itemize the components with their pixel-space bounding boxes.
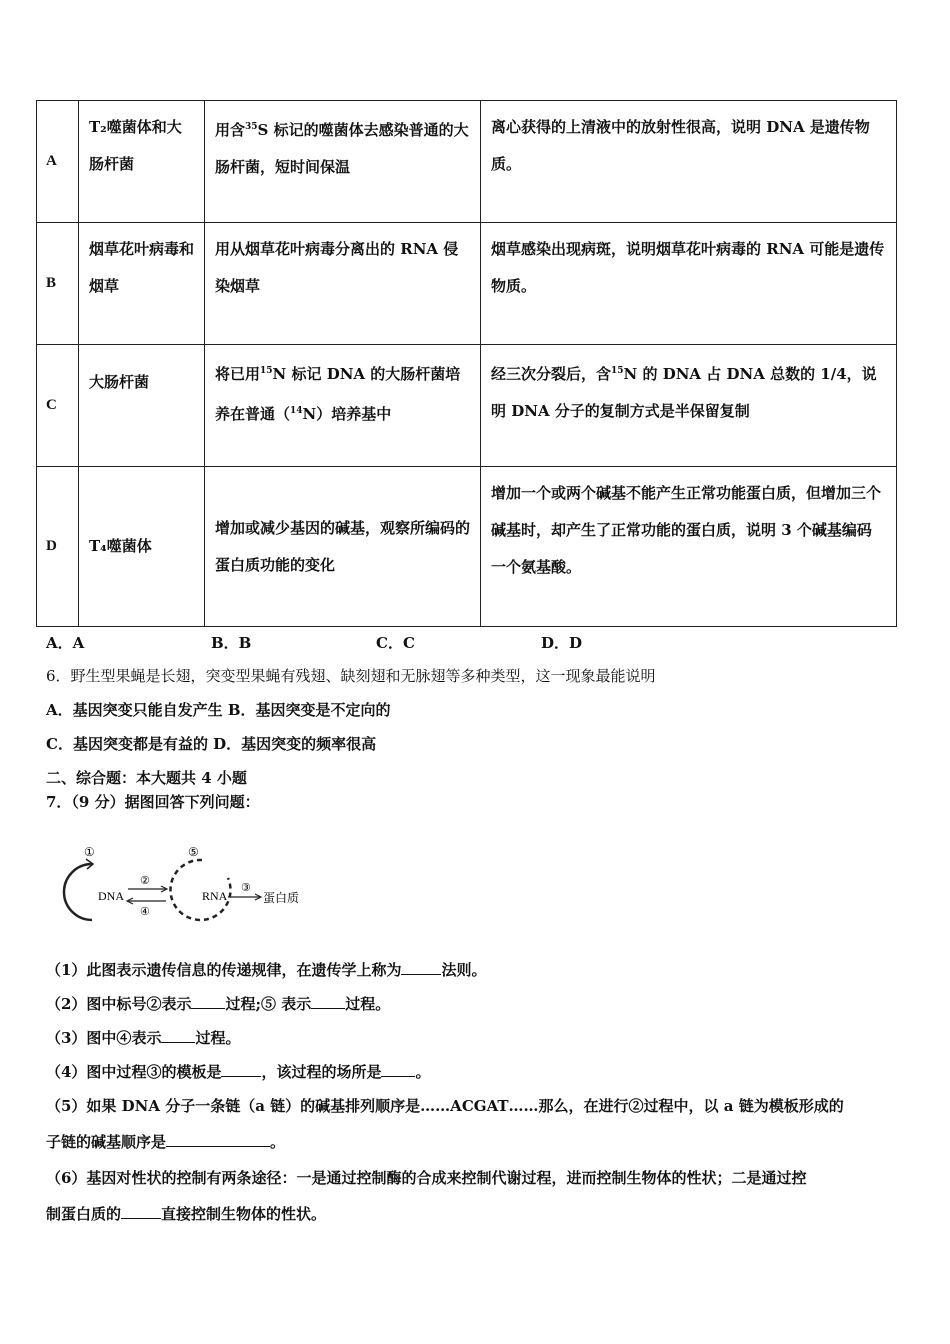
method-cell	[205, 101, 481, 223]
answer-blank[interactable]	[381, 1062, 415, 1077]
result-cell: 离心获得的上清液中的放射性很高，说明 DNA 是遗传物质。	[481, 101, 897, 223]
answer-blank[interactable]	[121, 1204, 161, 1219]
table-row	[37, 345, 897, 467]
question-7-part-4	[46, 1061, 430, 1082]
method-text: 将已用	[215, 365, 261, 383]
question-6-options-line2: C．基因突变都是有益的 D．基因突变的频率很高	[46, 735, 377, 753]
part-text: ，该过程的场所是	[261, 1063, 382, 1081]
method-cell: 增加或减少基因的碱基，观察所编码的蛋白质功能的变化	[205, 467, 481, 627]
label-2: ②	[140, 874, 150, 887]
part-text: 过程。	[195, 1029, 241, 1047]
answer-blank[interactable]	[191, 994, 225, 1009]
result-cell	[481, 345, 897, 467]
label-3: ③	[241, 881, 251, 894]
method-text: S 标记的噬菌体去感染普通的大肠杆菌，短时间保温	[215, 121, 469, 176]
material-cell: T₄噬菌体	[79, 467, 205, 627]
replication-arc	[64, 864, 92, 920]
isotope-superscript: 15	[611, 366, 624, 376]
part-text: 法则。	[441, 961, 487, 979]
method-cell	[205, 345, 481, 467]
option-c: C．C	[376, 634, 415, 652]
method-cell: 用从烟草花叶病毒分离出的 RNA 侵染烟草	[205, 223, 481, 345]
table-row	[37, 223, 897, 345]
part-text: 直接控制生物体的性状。	[161, 1205, 327, 1223]
material-cell: T₂噬菌体和大肠杆菌	[79, 101, 205, 223]
rna-label: RNA	[202, 889, 228, 903]
result-cell: 烟草感染出现病斑，说明烟草花叶病毒的 RNA 可能是遗传物质。	[481, 223, 897, 345]
answer-blank[interactable]	[161, 1028, 195, 1043]
label-5: ⑤	[188, 845, 199, 859]
dna-label: DNA	[98, 889, 124, 903]
section-heading: 二、综合题：本大题共 4 小题	[46, 769, 247, 787]
row-label: B	[37, 223, 79, 345]
part-text: 过程。	[345, 995, 391, 1013]
option-b: B．B	[211, 634, 252, 652]
question-6-options-line1: A．基因突变只能自发产生 B．基因突变是不定向的	[46, 701, 391, 719]
label-1: ①	[84, 845, 95, 859]
row-label: C	[37, 345, 79, 467]
isotope-superscript: 14	[290, 406, 303, 416]
part-text: 制蛋白质的	[46, 1205, 122, 1223]
question-7-stem: 7．（9 分）据图回答下列问题：	[46, 793, 260, 811]
isotope-superscript: 15	[260, 366, 273, 376]
part-text: （4）图中过程③的模板是	[46, 1063, 222, 1081]
method-text: N）培养基中	[302, 405, 392, 423]
question-7-part-6-cont	[46, 1203, 326, 1224]
row-label: D	[37, 467, 79, 627]
method-text: 用含	[215, 121, 246, 139]
method-text: N 标记 DNA 的大肠杆菌培养在普通（	[215, 365, 461, 423]
part-text: （3）图中④表示	[46, 1029, 162, 1047]
part-text: 。	[270, 1133, 286, 1151]
option-a: A．A	[46, 634, 85, 652]
question-7-part-3	[46, 1027, 240, 1048]
part-text: （1）此图表示遗传信息的传递规律，在遗传学上称为	[46, 961, 402, 979]
table-row	[37, 101, 897, 223]
question-7-part-1	[46, 959, 486, 980]
answer-blank[interactable]	[401, 960, 441, 975]
option-d: D．D	[541, 634, 583, 652]
question-7-part-6: （6）基因对性状的控制有两条途径：一是通过控制酶的合成来控制代谢过程，进而控制生物体的性状；二是通过控	[46, 1169, 807, 1187]
protein-label: 蛋白质	[263, 891, 300, 905]
central-dogma-diagram	[60, 838, 320, 938]
table-row	[37, 467, 897, 627]
part-text: 。	[415, 1063, 431, 1081]
part-text: （2）图中标号②表示	[46, 995, 192, 1013]
material-cell: 烟草花叶病毒和烟草	[79, 223, 205, 345]
part-text: 过程;⑤ 表示	[225, 995, 312, 1013]
result-text: 经三次分裂后，含	[491, 365, 612, 383]
answer-blank[interactable]	[166, 1132, 270, 1147]
question-7-part-5: （5）如果 DNA 分子一条链（a 链）的碱基排列顺序是……ACGAT……那么，在进行②过程中，以 a 链为模板形成的	[46, 1097, 844, 1115]
row-label: A	[37, 101, 79, 223]
part-text: 子链的碱基顺序是	[46, 1133, 167, 1151]
question-6-stem: 6．野生型果蝇是长翅，突变型果蝇有残翅、缺刻翅和无脉翅等多种类型，这一现象最能说明	[46, 667, 656, 685]
result-text: N 的 DNA 占 DNA 总数的 1/4，说明 DNA 分子的复制方式是半保留复制	[491, 365, 877, 420]
answer-blank[interactable]	[311, 994, 345, 1009]
experiment-table	[36, 100, 897, 627]
material-cell: 大肠杆菌	[79, 345, 205, 467]
question-7-part-2	[46, 993, 390, 1014]
label-4: ④	[140, 905, 150, 918]
answer-blank[interactable]	[221, 1062, 261, 1077]
isotope-superscript: 35	[245, 122, 258, 132]
result-cell: 增加一个或两个碱基不能产生正常功能蛋白质，但增加三个碱基时，却产生了正常功能的蛋白质，说明 3 个碱基编码一个氨基酸。	[481, 467, 897, 627]
question-7-part-5-cont	[46, 1131, 285, 1152]
